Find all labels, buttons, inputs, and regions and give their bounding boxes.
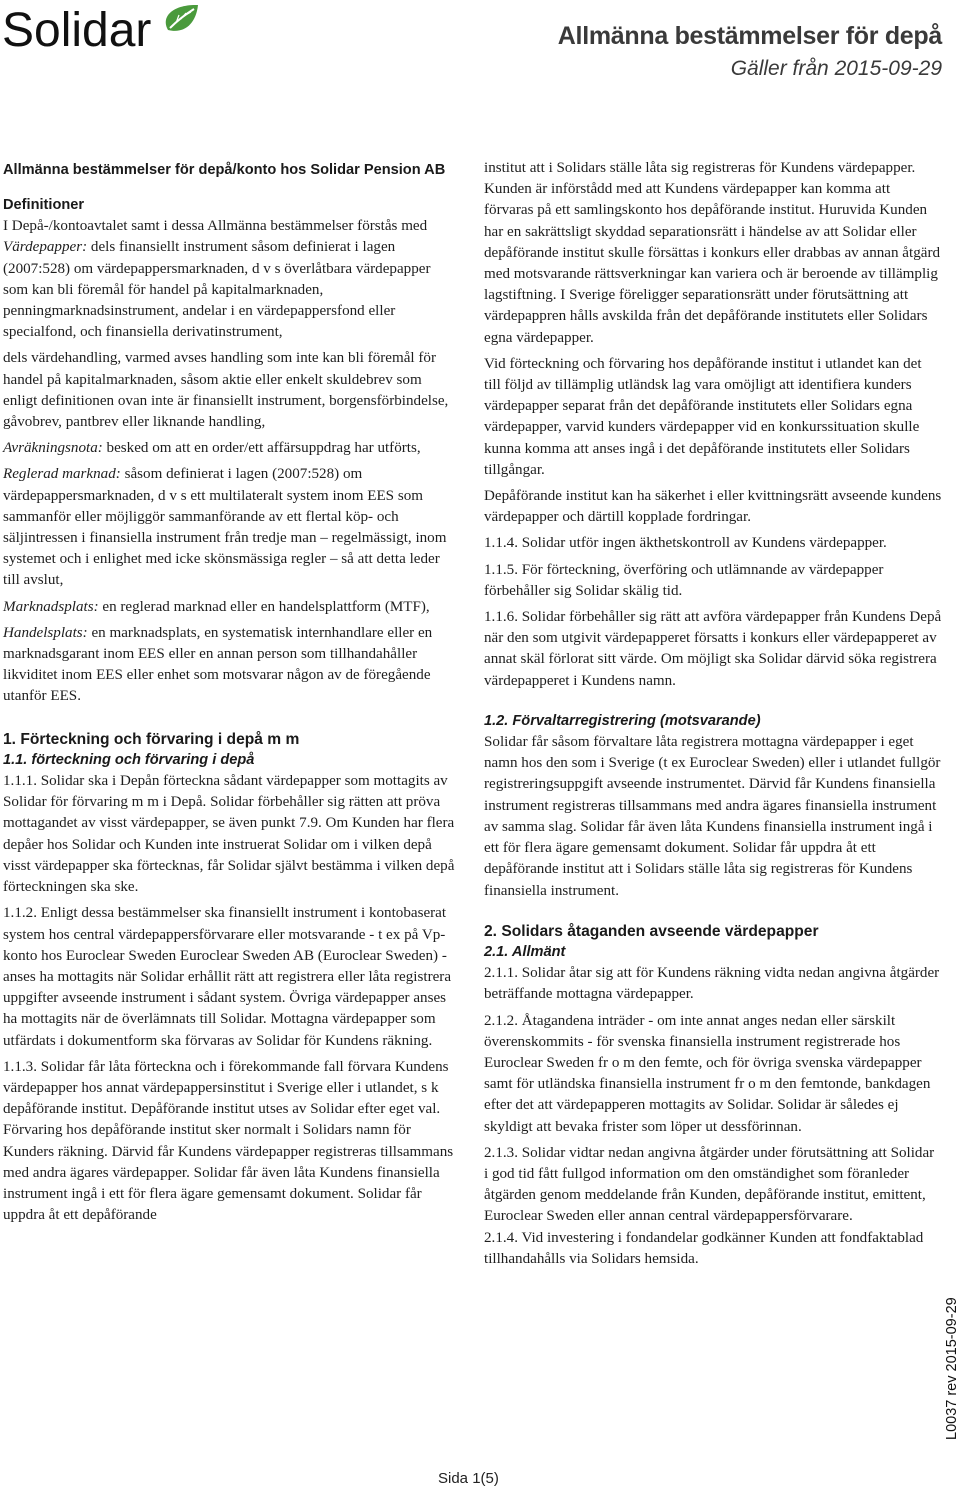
definition-handelsplats	[3, 623, 458, 708]
definition-vardepapper-text: dels finansiellt instrument såsom definierat i lagen (2007:528) om värdepappersmarknaden, d v s överlåtbara värdepapper som kan bli föremål för handel på kapitalmarknaden, penningmarknadsinstrument, andelar i en värdepappersfond eller specialfond, och finansiella derivatinstrument,	[3, 239, 431, 341]
paragraph-1-1-1: 1.1.1. Solidar ska i Depån förteckna sådant värdepapper som mottagits av Solidar för förvaring m m i Depå. Solidar förbehåller sig rätten att pröva mottagandet av visst värdepapper, se även punkt 7.9. Om Kunden har flera depåer hos Solidar och Kunden inte instruerat Solidar om i vilken depå visst värdepapper ska förtecknas, får Solidar självt bestämma i vilken depå förteckningen ska ske.	[3, 773, 455, 896]
paragraph-1-1-3-continued: institut att i Solidars ställe låta sig registreras för Kundens värdepapper. Kunden är införstådd med att Kundens värdepapper kan komma att förvaras på ett samlingskonto hos depåförande institut. Huruvida Kunden har en sakrättsligt skyddad separationsrätt i händelse av att Solidar eller depåförande institut skulle försättas i konkurs eller drabbas av annan åtgärd med motsvarande rättsverkningar kan variera och är beroende av tillämplig lagstiftning. I Sverige föreligger separationsrätt under förutsättning att värdepappren hålls avskilda från det depåförande institutets eller Solidars egna värdepapper.	[484, 160, 941, 346]
definition-marknadsplats	[3, 597, 458, 618]
paragraph-1-1-5: 1.1.5. För förteckning, överföring och utlämnande av värdepapper förbehåller sig Solidar skälig tid.	[484, 561, 884, 599]
leaf-icon	[166, 5, 198, 31]
definition-reglerad-marknad	[3, 464, 458, 591]
section-1-heading: 1. Förteckning och förvaring i depå m m	[3, 730, 300, 748]
term-avrakningsnota: Avräkningsnota:	[3, 440, 103, 457]
section-2-heading: 2. Solidars åtaganden avseende värdepapper	[484, 922, 819, 940]
term-reglerad-marknad: Reglerad marknad:	[3, 466, 121, 483]
section-1-2-heading: 1.2. Förvaltarregistrering (motsvarande)	[484, 712, 761, 729]
paragraph-1-1-4: 1.1.4. Solidar utför ingen äkthetskontroll av Kundens värdepapper.	[484, 535, 887, 552]
definition-handelsplats-text: en marknadsplats, en systematisk internhandlare eller en marknadsgarant inom EES eller en annan person som tillhandahåller likviditet inom EES eller enhet som motsvarar någon av de föregående utanför EES.	[3, 624, 433, 705]
definitions-heading: Definitioner	[3, 197, 85, 214]
definitions-intro: I Depå-/kontoavtalet samt i dessa Allmänna bestämmelser förstås med	[3, 218, 428, 235]
paragraph-2-1-4: 2.1.4. Vid investering i fondandelar godkänner Kunden att fondfaktablad tillhandahålls via Solidars hemsida.	[484, 1229, 924, 1267]
page-number: Sida 1(5)	[438, 1470, 499, 1487]
page-subtitle: Gäller från 2015-09-29	[730, 57, 942, 80]
solidar-logo	[2, 2, 202, 52]
definition-vardepapper	[3, 237, 458, 343]
paragraph-1-2: Solidar får såsom förvaltare låta registrera mottagna värdepapper i eget namn hos den som i Sverige (t ex Euroclear Sweden) eller i utlandet fullgör registreringsuppgift avseende instrumentet. Därvid får Kundens finansiella instrument registreras tillsammans med andra ägares finansiella instrument av samma slag. Solidar får även låta Kundens finansiella instrument ingå i ett för flera ägare gemensamt dokument. Solidar får uppdra åt ett depåförande institut att i Solidars ställe låta sig registreras för Kundens finansiella instrument.	[484, 734, 941, 899]
paragraph-1-1-2: 1.1.2. Enligt dessa bestämmelser ska finansiellt instrument i kontobaserat system hos central värdepappersförvarare eller motsvarande - t ex på Vp-konto hos Euroclear Sweden Euroclear Sweden AB (Euroclear Sweden) -anses ha mottagits när Solidar erhållit rätt att registrera eller låta registrera uppgifter avseende instrument i sådant system. Övriga värdepapper anses ha mottagits när de överlämnats till Solidar. Mottagna värdepapper som utfärdats i dokumentform ska förvaras av Solidar för Kundens räkning.	[3, 905, 452, 1049]
solidar-logo-graphic	[2, 2, 202, 52]
page-title: Allmänna bestämmelser för depå	[557, 22, 942, 50]
paragraph-security-right: Depåförande institut kan ha säkerhet i eller kvittningsrätt avseende kundens värdepapper och därtill kopplade fordringar.	[484, 488, 942, 526]
logo-wordmark: Solidar	[2, 4, 152, 52]
term-vardepapper: Värdepapper:	[3, 239, 88, 256]
definition-marknadsplats-text: en reglerad marknad eller en handelsplattform (MTF),	[98, 598, 430, 615]
term-handelsplats: Handelsplats:	[3, 624, 88, 641]
paragraph-2-1-3: 2.1.3. Solidar vidtar nedan angivna åtgärder under förutsättning att Solidar i god tid fått fullgod information om den omständighet som föranleder åtgärden genom meddelande från Kunden, depåförande institut, emittent, Euroclear Sweden eller annan central värdepappersförvarare.	[484, 1144, 935, 1225]
definition-vardehandling: dels värdehandling, varmed avses handling som inte kan bli föremål för handel på kapitalmarknaden, såsom aktie eller enkelt skuldebrev som enligt definitionen ovan inte är finansiellt instrument, borgensförbindelse, gåvobrev, pantbrev eller liknande handling,	[3, 350, 449, 431]
paragraph-1-1-6: 1.1.6. Solidar förbehåller sig rätt att avföra värdepapper från Kundens Depå när den som utgivit värdepapperet försatts i konkurs eller värdepapperet av annat skäl förlorat sitt värde. Om möjligt ska Solidar därvid söka registrera värdepapperet i Kundens namn.	[484, 609, 942, 689]
definition-avrakningsnota-text: besked om att en order/ett affärsuppdrag har utförts,	[102, 440, 421, 457]
document-heading: Allmänna bestämmelser för depå/konto hos Solidar Pension AB	[3, 162, 446, 178]
definition-avrakningsnota	[3, 438, 458, 459]
section-2-1-heading: 2.1. Allmänt	[484, 943, 566, 960]
term-marknadsplats: Marknadsplats:	[3, 598, 99, 615]
paragraph-2-1-2: 2.1.2. Åtagandena inträder - om inte annat anges nedan eller särskilt överenskommits - för svenska finansiella instrument registrerade hos Euroclear Sweden fr o m den femte, och för övriga svenska värdepapper samt för utländska finansiella instrument fr o m den femtonde, bankdagen efter det att värdepapperen mottagits av Solidar. Solidar är således ej skyldigt att bevaka frister som löper ut dessförinnan.	[484, 1012, 931, 1135]
document-code: L0037 rev 2015-09-29	[944, 1297, 960, 1440]
paragraph-2-1-1: 2.1.1. Solidar åtar sig att för Kundens räkning vidta nedan angivna åtgärder beträffande mottagna värdepapper.	[484, 965, 940, 1003]
right-column	[484, 158, 942, 1275]
paragraph-foreign-custody: Vid förteckning och förvaring hos depåförande institut i utlandet kan det till följd av tillämplig utländsk lag vara omöjligt att identifiera kunders värdepapper separat från det depåförande institutets eller Solidars egna värdepapper, varvid kunders värdepapper vid en konkurssituation skulle kunna komma att anses ingå i det depåförande institutets eller Solidars tillgångar.	[484, 355, 922, 478]
left-column	[3, 160, 458, 1231]
section-1-1-heading: 1.1. förteckning och förvaring i depå	[3, 751, 255, 768]
definition-reglerad-marknad-text: såsom definierat i lagen (2007:528) om värdepappersmarknaden, d v s ett multilateralt system inom EES som sammanför eller möjliggör sammanförande av ett flertal köp- och säljintressen i finansiella instrument från tredje man – regelmässigt, inom systemet och i enlighet med icke skönsmässiga regler – så att detta leder till avslut,	[3, 466, 447, 589]
paragraph-1-1-3: 1.1.3. Solidar får låta förteckna och i förekommande fall förvara Kundens värdepapper hos annat värdepappersinstitut i Sverige eller i utlandet, s k depåförande institut. Depåförande institut utses av Solidar efter eget val. Förvaring hos depåförande institut sker normalt i Solidars namn för Kunders räkning. Därvid får Kundens värdepapper registreras tillsammans med andra ägares värdepapper. Solidar får även låta Kundens finansiella instrument ingå i ett för flera ägare gemensamt dokument. Solidar får uppdra åt ett depåförande	[3, 1058, 454, 1224]
